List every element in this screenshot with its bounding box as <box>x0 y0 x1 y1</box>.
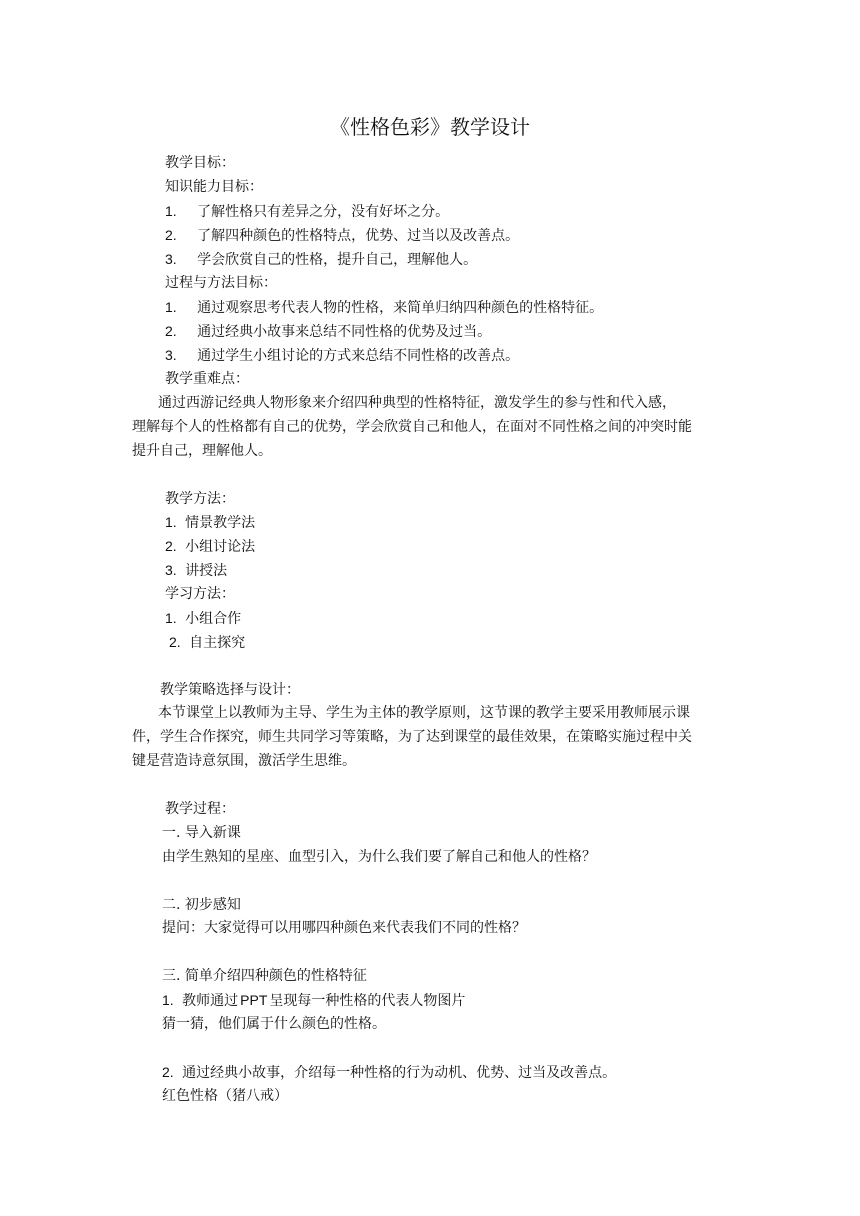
item-number: 2. <box>165 538 177 554</box>
process-item <box>165 345 519 366</box>
objectives-heading: 教学目标： <box>165 155 235 171</box>
step1-ppt: PPT <box>240 992 268 1008</box>
item-text: 讲授法 <box>185 563 228 579</box>
step1-suffix: 呈现每一种性格的代表人物图片 <box>269 993 466 1009</box>
item-text: 了解四种颜色的性格特点，优势、过当以及改善点。 <box>197 228 520 244</box>
item-text: 通过学生小组讨论的方式来总结不同性格的改善点。 <box>197 348 520 364</box>
section1-text: 由学生熟知的星座、血型引入，为什么我们要了解自己和他人的性格？ <box>162 849 596 865</box>
knowledge-item <box>165 249 477 270</box>
section3-heading: 三. 简单介绍四种颜色的性格特征 <box>162 968 367 984</box>
item-text: 通过经典小故事来总结不同性格的优势及过当。 <box>197 324 492 340</box>
item-number: 2. <box>169 634 181 650</box>
item-text: 自主探究 <box>189 635 246 651</box>
teaching-methods-heading: 教学方法： <box>165 491 235 507</box>
item-number: 3. <box>165 347 177 363</box>
item-number: 2. <box>165 323 177 339</box>
item-number: 1. <box>165 299 177 315</box>
item-text: 情景教学法 <box>185 515 256 531</box>
knowledge-heading: 知识能力目标： <box>165 179 263 195</box>
section2-text: 提问：大家觉得可以用哪四种颜色来代表我们不同的性格？ <box>162 920 526 936</box>
process-objectives-heading: 过程与方法目标： <box>165 275 277 291</box>
item-number: 1. <box>165 514 177 530</box>
key-points-line: 提升自己，理解他人。 <box>132 443 272 459</box>
knowledge-item <box>165 225 519 246</box>
key-points-line: 理解每个人的性格都有自己的优势，学会欣赏自己和他人，在面对不同性格之间的冲突时能 <box>132 419 692 435</box>
item-text: 小组讨论法 <box>185 539 256 555</box>
item-number: 1. <box>165 610 177 626</box>
item-number: 1. <box>165 203 177 219</box>
item-number: 2. <box>162 1064 174 1080</box>
strategy-heading: 教学策略选择与设计： <box>160 682 300 698</box>
section2-heading: 二. 初步感知 <box>162 897 241 913</box>
section3-step2 <box>162 1062 616 1083</box>
method-item <box>165 536 255 557</box>
item-number: 2. <box>165 227 177 243</box>
section3-step1-text: 猜一猜，他们属于什么颜色的性格。 <box>162 1016 386 1032</box>
process-item <box>165 321 491 342</box>
item-text: 通过观察思考代表人物的性格，来简单归纳四种颜色的性格特征。 <box>197 300 604 316</box>
knowledge-item <box>165 201 449 222</box>
key-points-line: 通过西游记经典人物形象来介绍四种典型的性格特征，激发学生的参与性和代入感， <box>158 395 676 411</box>
learning-methods-heading: 学习方法： <box>165 586 235 602</box>
strategy-line: 件，学生合作探究，师生共同学习等策略，为了达到课堂的最佳效果，在策略实施过程中关 <box>132 729 692 745</box>
method-item <box>165 560 227 581</box>
item-number: 1. <box>162 992 174 1008</box>
step1-prefix: 教师通过 <box>182 993 239 1009</box>
strategy-line: 本节课堂上以教师为主导、学生为主体的教学原则，这节课的教学主要采用教师展示课 <box>158 705 690 721</box>
section1-heading: 一. 导入新课 <box>162 825 241 841</box>
red-personality-heading: 红色性格（猪八戒） <box>162 1088 288 1104</box>
item-number: 3. <box>165 562 177 578</box>
strategy-line: 键是营造诗意氛围，激活学生思维。 <box>132 753 356 769</box>
step2-text: 通过经典小故事，介绍每一种性格的行为动机、优势、过当及改善点。 <box>182 1065 617 1081</box>
item-text: 了解性格只有差异之分，没有好坏之分。 <box>197 204 450 220</box>
learning-item <box>169 632 245 653</box>
method-item <box>165 512 255 533</box>
process-heading: 教学过程： <box>165 801 235 817</box>
section3-step1 <box>162 990 465 1011</box>
process-item <box>165 297 603 318</box>
learning-item <box>165 608 241 629</box>
item-number: 3. <box>165 251 177 267</box>
key-points-heading: 教学重难点： <box>165 371 249 387</box>
item-text: 学会欣赏自己的性格，提升自己，理解他人。 <box>197 252 478 268</box>
item-text: 小组合作 <box>185 611 242 627</box>
document-title: 《性格色彩》教学设计 <box>330 115 530 139</box>
